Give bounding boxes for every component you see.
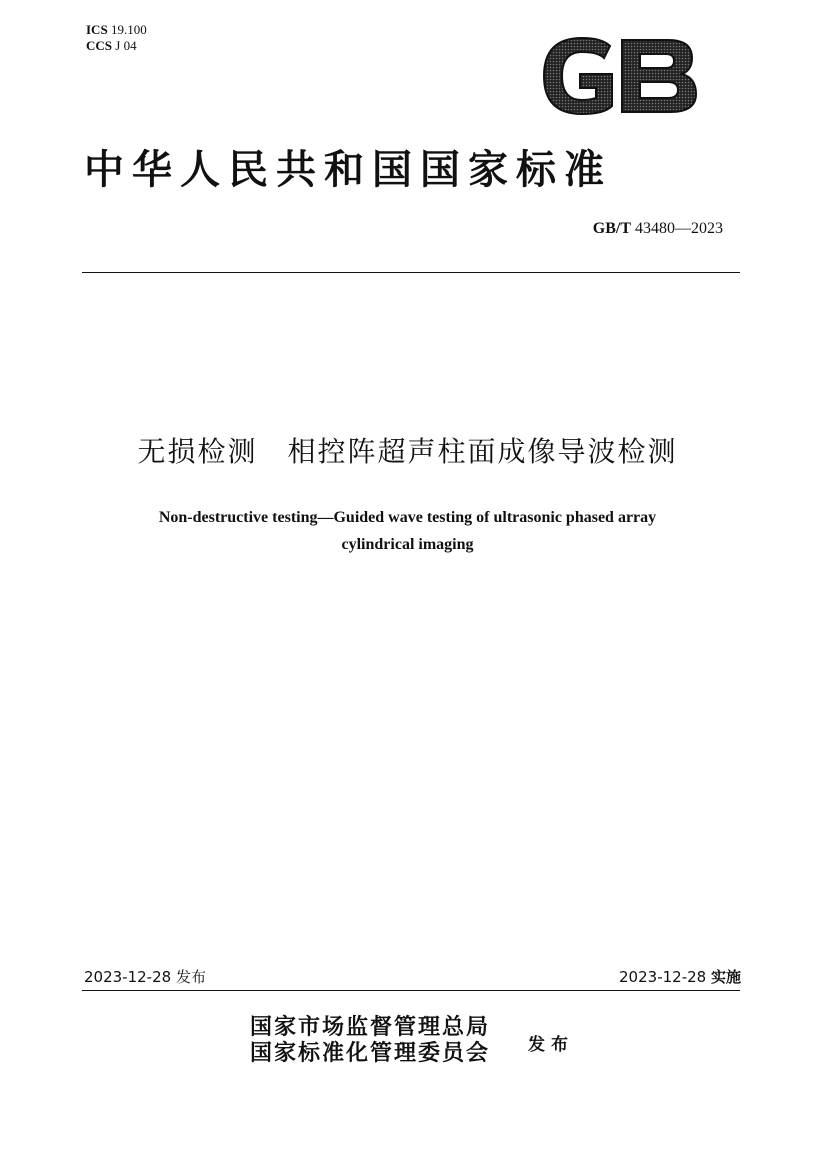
title-chinese: 无损检测 相控阵超声柱面成像导波检测 bbox=[137, 435, 678, 468]
issuing-authorities bbox=[250, 1014, 490, 1066]
publish-date-value: 2023-12-28 bbox=[84, 968, 172, 986]
ccs-value: J 04 bbox=[115, 38, 137, 53]
ccs-label: CCS bbox=[86, 38, 113, 53]
top-divider bbox=[82, 272, 740, 273]
standard-number bbox=[593, 220, 723, 238]
ics-label: ICS bbox=[86, 22, 108, 37]
title-english-line1: Non-destructive testing—Guided wave testing of ultrasonic phased array bbox=[158, 509, 657, 526]
publish-date bbox=[84, 966, 206, 987]
logo-text: GB bbox=[540, 36, 542, 37]
implement-date bbox=[619, 966, 741, 987]
implement-date-label: 实施 bbox=[710, 968, 741, 986]
classification-codes bbox=[86, 22, 147, 54]
ics-code bbox=[86, 22, 147, 38]
standard-prefix: GB/T bbox=[592, 220, 631, 237]
implement-date-value: 2023-12-28 bbox=[619, 968, 707, 986]
publish-date-label: 发布 bbox=[175, 968, 206, 986]
title-english-line2: cylindrical imaging bbox=[341, 536, 474, 553]
gb-logo bbox=[540, 36, 698, 116]
ics-value: 19.100 bbox=[110, 22, 147, 37]
standard-number-value: 43480—2023 bbox=[635, 220, 723, 237]
ccs-code bbox=[86, 38, 147, 54]
issue-label: 发布 bbox=[528, 1035, 574, 1055]
national-standard-title: 中华人民共和国国家标准 bbox=[84, 146, 612, 193]
bottom-divider bbox=[82, 990, 740, 991]
title-english bbox=[0, 504, 815, 558]
issuer-sac: 国家标准化管理委员会 bbox=[250, 1040, 491, 1066]
issuer-samr: 国家市场监督管理总局 bbox=[250, 1014, 491, 1040]
